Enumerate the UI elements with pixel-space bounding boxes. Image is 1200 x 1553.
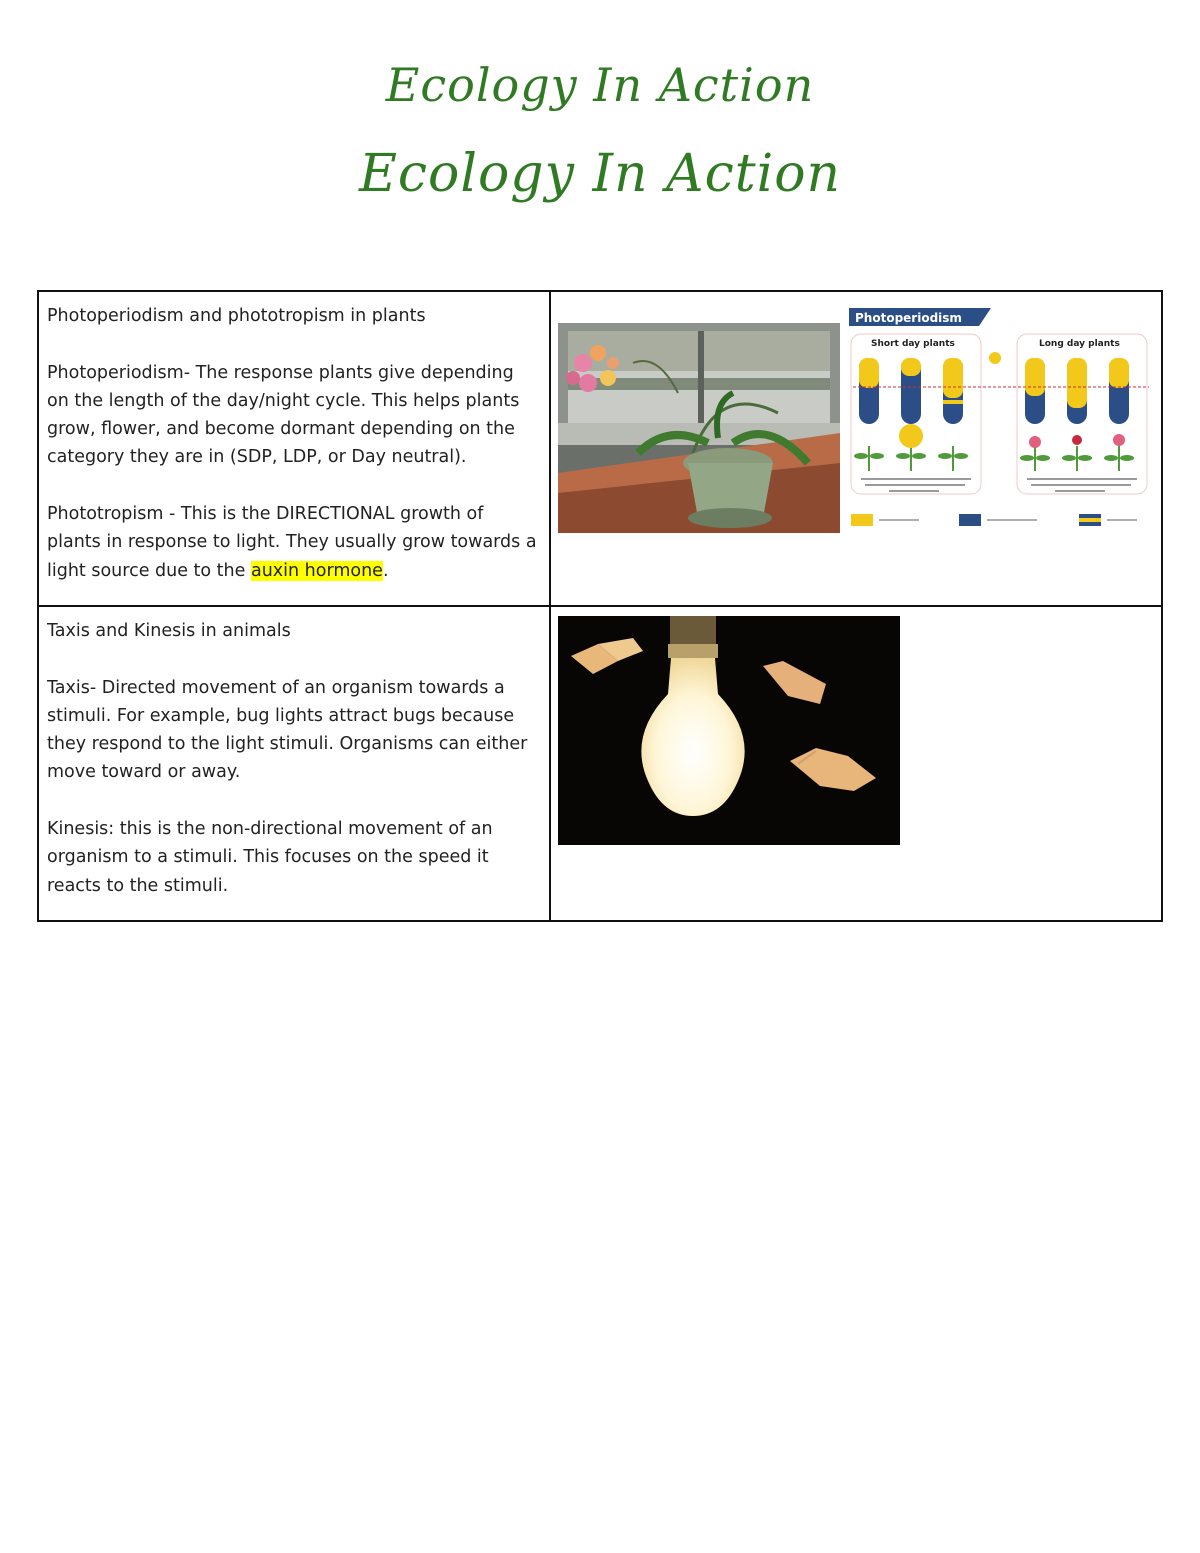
text-cell: [38, 606, 550, 921]
row-heading: Photoperiodism and phototropism in plants: [47, 306, 426, 326]
short-day-bars: [859, 358, 963, 424]
highlighted-text: auxin hormone: [250, 560, 383, 581]
paragraph-text: .: [382, 560, 389, 581]
diagram-left-heading: Short day plants: [871, 339, 955, 349]
page-title-repeat: Ecology In Action: [358, 144, 842, 204]
photoperiodism-diagram: [849, 306, 1153, 531]
paragraph: Photoperiodism- The response plants give depending on the length of the day/night cycle. This helps plants grow, flower, and become dormant depending on the category they are in (SDP, LDP, or Day neutral).: [47, 362, 520, 468]
image-cell: [550, 291, 1162, 606]
table-row: [38, 291, 1162, 606]
paragraph: [47, 500, 541, 585]
paragraph-text: Phototropism - This is the DIRECTIONAL growth of plants in response to light. They usually grow towards a light source due to the: [47, 504, 537, 581]
content-table: [37, 290, 1163, 922]
lightbulb-moths-photo: [558, 616, 900, 845]
table-row: [38, 606, 1162, 921]
page-title: Ecology In Action: [385, 58, 815, 112]
orchid-window-photo: [558, 323, 840, 533]
diagram-right-heading: Long day plants: [1039, 339, 1120, 349]
row-heading: Taxis and Kinesis in animals: [47, 620, 291, 641]
image-cell: [550, 606, 1162, 921]
text-cell: [38, 291, 550, 606]
paragraph: Taxis- Directed movement of an organism towards a stimuli. For example, bug lights attract bugs because they respond to the light stimuli. Organisms can either move toward or away.: [47, 677, 528, 783]
long-day-bars: [1025, 358, 1129, 424]
diagram-title: Photoperiodism: [855, 311, 962, 325]
paragraph: Kinesis: this is the non-directional movement of an organism to a stimuli. This focuses on the speed it reacts to the stimuli.: [47, 819, 493, 896]
